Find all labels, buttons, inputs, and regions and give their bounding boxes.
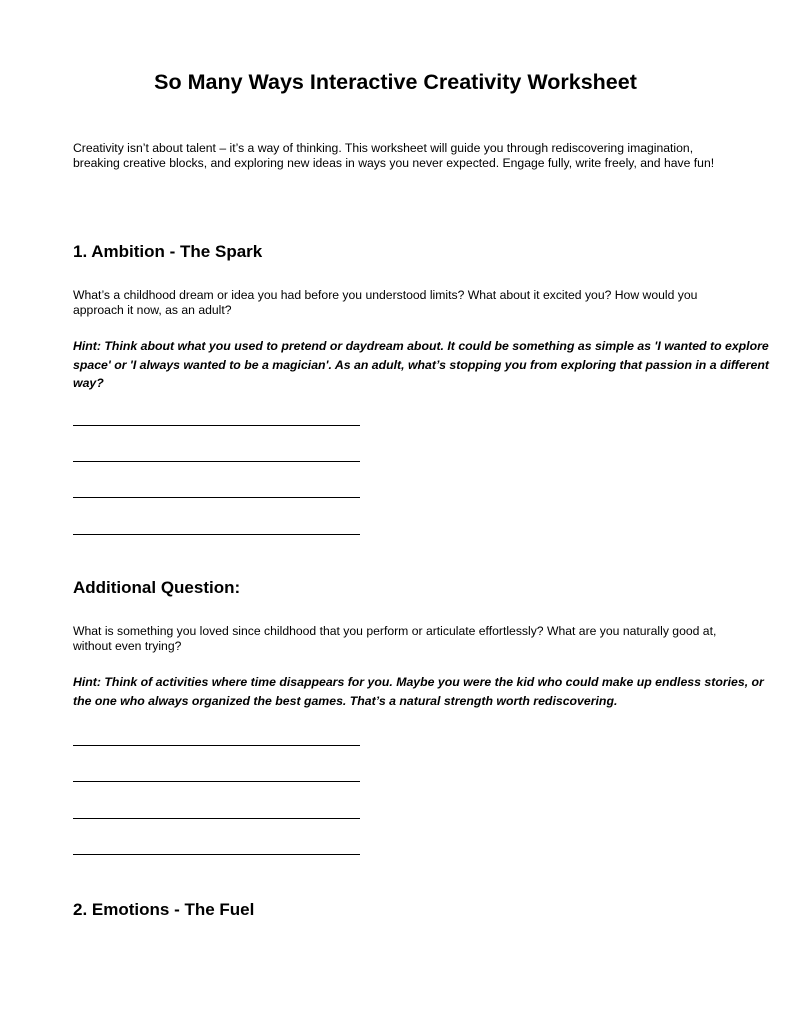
hint-ambition: Hint: Think about what you used to pretend or daydream about. It could be something as simple as 'I wanted to explore space' or 'I always wanted to be a magician'. As an adult, what’s stopping you from exploring that passion in a different way? bbox=[73, 339, 769, 390]
answer-line-additional-4[interactable] bbox=[73, 854, 360, 855]
answer-line-additional-1[interactable] bbox=[73, 745, 360, 746]
question-ambition: What’s a childhood dream or idea you had before you understood limits? What about it excited you? How would you approach it now, as an adult? bbox=[73, 288, 698, 317]
section-heading-emotions: 2. Emotions - The Fuel bbox=[73, 900, 255, 919]
section-heading-ambition: 1. Ambition - The Spark bbox=[73, 242, 263, 261]
answer-line-ambition-4[interactable] bbox=[73, 534, 360, 535]
answer-line-ambition-3[interactable] bbox=[73, 497, 360, 498]
intro-paragraph: Creativity isn’t about talent – it’s a way of thinking. This worksheet will guide you through rediscovering imagination, breaking creative blocks, and exploring new ideas in ways you never expected. Engage fully, write freely, and have fun! bbox=[73, 141, 715, 170]
answer-line-ambition-2[interactable] bbox=[73, 461, 360, 462]
answer-line-ambition-1[interactable] bbox=[73, 425, 360, 426]
hint-additional: Hint: Think of activities where time disappears for you. Maybe you were the kid who could make up endless stories, or the one who always organized the best games. That’s a natural strength worth rediscovering. bbox=[73, 675, 764, 708]
answer-line-additional-3[interactable] bbox=[73, 818, 360, 819]
answer-line-additional-2[interactable] bbox=[73, 781, 360, 782]
question-additional: What is something you loved since childhood that you perform or articulate effortlessly? What are you naturally good at, without even trying? bbox=[73, 624, 717, 653]
section-heading-additional: Additional Question: bbox=[73, 578, 241, 597]
page-title: So Many Ways Interactive Creativity Worksheet bbox=[154, 70, 637, 94]
